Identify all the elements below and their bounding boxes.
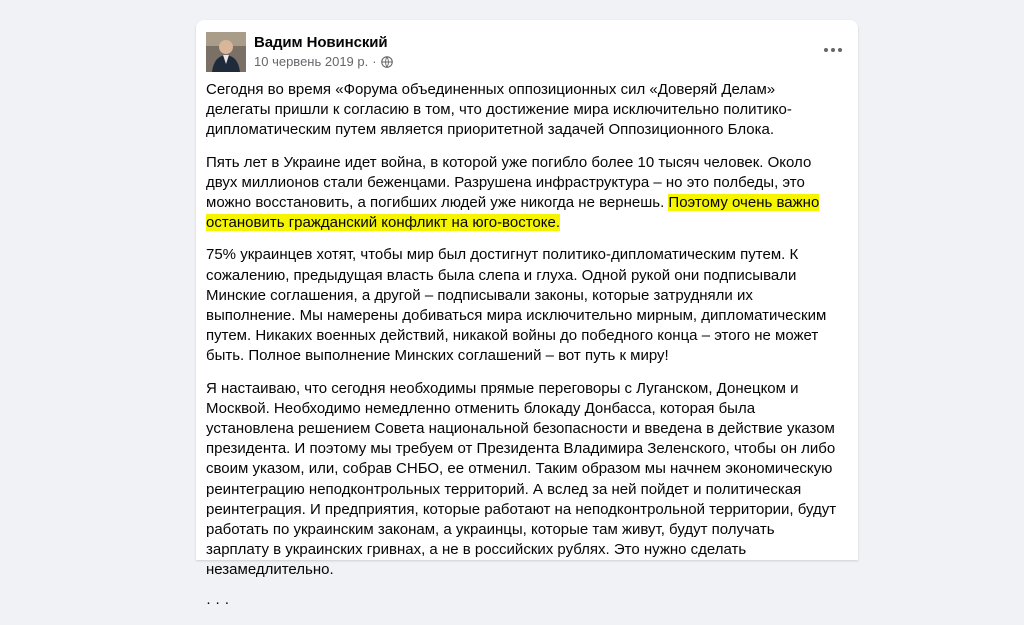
post-meta: [254, 54, 393, 69]
cut-off-line: · · ·: [206, 593, 230, 611]
author-name[interactable]: Вадим Новинский: [254, 34, 388, 51]
post-card: [196, 20, 858, 611]
post-header: [206, 30, 848, 74]
author-photo-icon: [206, 32, 246, 72]
paragraph-text: Пять лет в Украине идет война, в которой уже погибло более 10 тысяч человек. Около двух миллионов стали беженцами. Разрушена инфраструктура – но это полбеды, это можно восстановить, а погибших людей уже никогда не вернешь.: [206, 153, 812, 212]
more-options-icon: [823, 47, 843, 53]
paragraph: [206, 153, 838, 234]
author-avatar[interactable]: [206, 32, 246, 72]
paragraph: Сегодня во время «Форума объединенных оппозиционных сил «Доверяй Делам» делегаты пришли к согласию в том, что достижение мира исключительно политико-дипломатическим путем является приоритетной задачей Оппозиционного Блока.: [206, 81, 792, 139]
meta-separator: ·: [372, 54, 377, 69]
post-body: [206, 80, 838, 625]
post-date[interactable]: 10 червень 2019 р.: [254, 54, 369, 69]
paragraph: Я настаиваю, что сегодня необходимы прямые переговоры с Луганском, Донецком и Москвой. Необходимо немедленно отменить блокаду Донбасса, которая была установлена решением Совета национальной безопасности и введена в действие указом президента. И поэтому мы требуем от Президента Владимира Зеленского, чтобы он либо своим указом, или, собрав СНБО, ее отменил. Таким образом мы начнем экономическую реинтеграцию неподконтрольных территорий. А вслед за ней пойдет и политическая реинтеграция. И предприятия, которые работают на неподконтрольной территории, будут работать по украинским законам, а украинцы, которые там живут, будут получать зарплату в украинских гривнах, а не в российских рублях. Это нужно сделать незамедлительно.: [206, 379, 837, 579]
highlighted-text: Поэтому очень важно остановить гражданский конфликт на юго-востоке.: [206, 194, 820, 232]
more-options-button[interactable]: [818, 38, 848, 62]
globe-icon: [381, 56, 393, 68]
paragraph: 75% украинцев хотят, чтобы мир был достигнут политико-дипломатическим путем. К сожалению, предыдущая власть была слепа и глуха. Одной рукой они подписывали Минские соглашения, а другой – подписывали законы, которые затрудняли их выполнение. Мы намерены добиваться мира исключительно мирным, дипломатическим путем. Никаких военных действий, никакой войны до победного конца – этого не может быть. Полное выполнение Минских соглашений – вот путь к миру!: [206, 246, 827, 365]
